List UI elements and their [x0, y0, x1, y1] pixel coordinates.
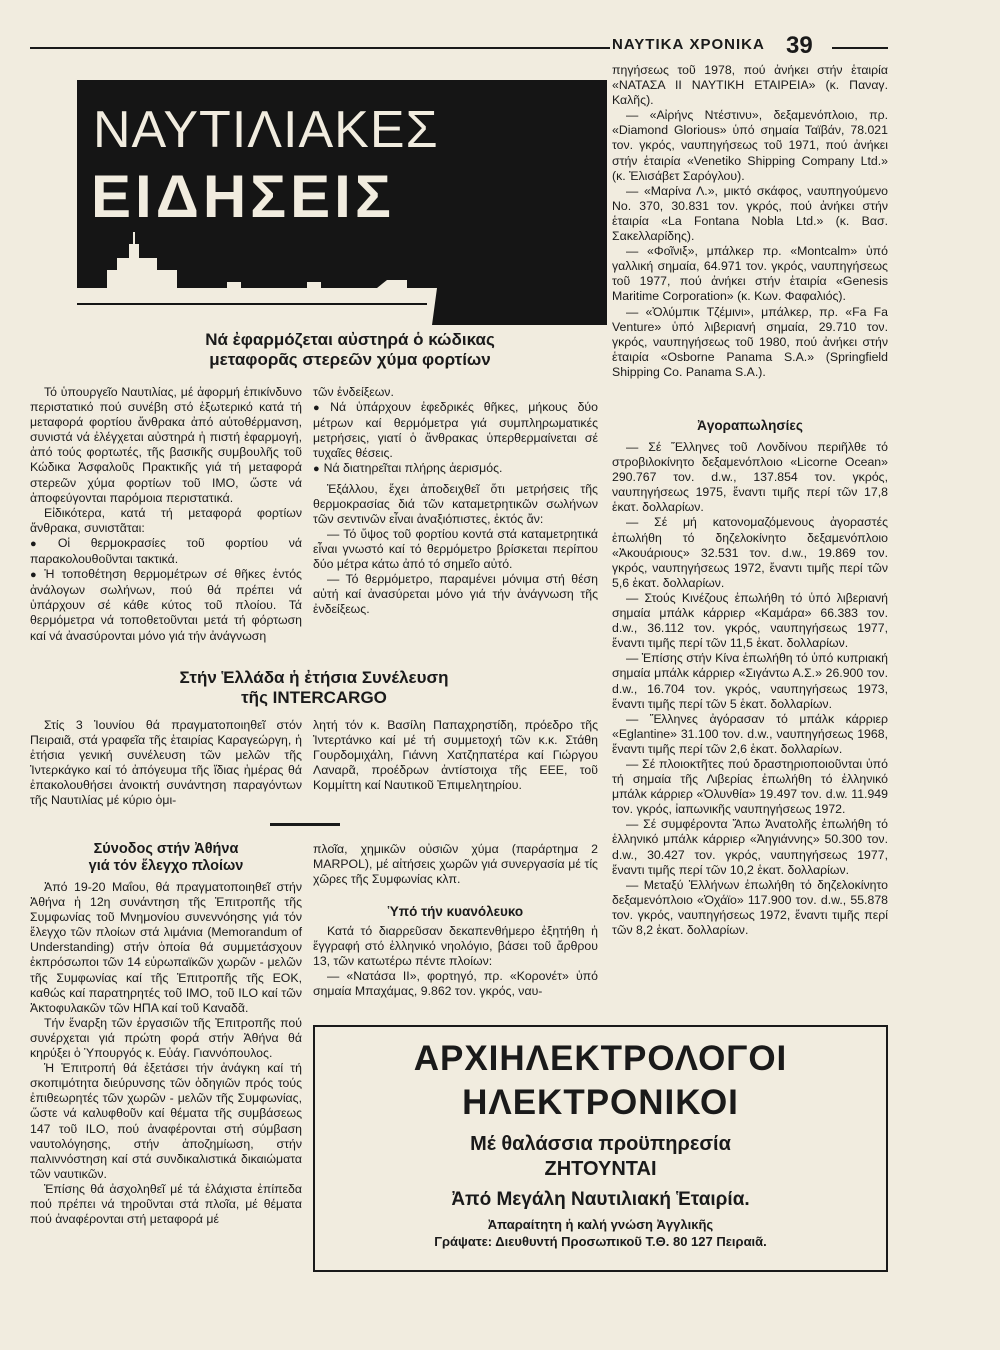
bullet-icon: ●	[313, 402, 327, 415]
article1-column1	[30, 385, 302, 644]
article1-bullet: ● Ἡ τοποθέτηση θερμομέτρων σέ θῆκες ἐντός ἀνάλογων σωλήνων, πού θά πρέπει νά ὑπάρχουν σέ κάθε κύτος τοῦ πλοίου. Τά θερμόμετρα νά τοποθετοῦνται μετά τή φόρτωση καί νά ἀνασύρονται μόνο γιά τήν ἀνάγνωση	[30, 567, 302, 643]
bullet-icon: ●	[30, 537, 54, 550]
article2-headline-line1: Στήν Ἑλλάδα ἡ ἐτήσια Συνέλευση	[179, 668, 449, 687]
article3-paragraph: Ἐπίσης θά ἀσχοληθεῖ μέ τά ἐλάχιστα ἐπίπεδα πού πρέπει νά τηροῦνται στά πλοῖα, μέ θέματα πού ἀναφέρονται στή μεταφορά μέ	[30, 1181, 302, 1227]
ad-english-requirement: Ἀπαραίτητη ἡ καλή γνώση Ἀγγλικῆς	[487, 1217, 714, 1232]
job-advertisement	[313, 1025, 888, 1272]
article1-paragraph: τῶν ἐνδείξεων.	[313, 385, 394, 399]
ad-company: Ἀπό Μεγάλη Ναυτιλιακή Ἑταιρία.	[451, 1189, 750, 1210]
article1-bullet: ● Νά ὑπάρχουν ἐφεδρικές θῆκες, μήκους δύο μέτρων καί θερμόμετρα γιά συμπληρωματικές μετρήσεις, γιατί ὁ ἄνθρακας ὑπερθερμαίνεται σέ τυχαῖες θέσεις.	[313, 400, 598, 461]
article1-column2	[313, 385, 598, 617]
article3-headline-line1: Σύνοδος στήν Ἀθήνα	[93, 841, 239, 857]
article2-headline	[30, 668, 598, 708]
article1-headline-line2: μεταφορᾶς στερεῶν χύμα φορτίων	[209, 350, 491, 369]
sales-item: — Σέ συμφέροντα Ἄπω Ἀνατολῆς ἐπωλήθη τό ἑλληνικό μπάλκ κάρριερ «Ἀηγιάννης» 50.300 τον. d.w., 30.427 τον. γκρός, ναυπηγήσεως 1977, ἔναντι τιμῆς περί τῶν 10,2 ἑκατ. δολλαρίων.	[612, 817, 888, 877]
header-rule-left	[30, 47, 610, 49]
banner-title-line1: ΝΑΥΤΙΛΙΑΚΕΣ	[93, 101, 439, 159]
article3-paragraph: Ἡ Ἐπιτροπή θά ἐξετάσει τήν ἀνάγκη καί τή σκοπιμότητα διεύρυνσης τῶν ὁδηγιῶν πρός τούς ἐπιθεωρητές τῶν χωρῶν - μελῶν τῆς Συμφωνίας, ὥστε νά καλυφθοῦν καί θέματα τῆς συμβάσεως 147 τοῦ ILO, πού ἀναφέρονται στή σύμβαση ναυτολόγησης, στήν ἀποζημίωση, στήν παλιννόστηση καί στά συνδικαλιστικά δικαιώματα τῶν ναυτικῶν.	[30, 1061, 302, 1181]
bullet-icon: ●	[313, 463, 320, 476]
ad-title-line2: ΗΛΕΚΤΡΟΝΙΚΟΙ	[462, 1083, 739, 1122]
page-number: 39	[786, 32, 813, 59]
article4-paragraph: Κατά τό διαρρεῦσαν δεκαπενθήμερο ἐξητήθη ἡ ἔγγραφή στό ἑλληνικό νηολόγιο, βάσει τοῦ ἄρθρου 13, τῶν κατωτέρω πέντε πλοίων:	[313, 924, 598, 969]
article3-headline	[30, 841, 302, 875]
ad-title-line1: ΑΡΧΙΗΛΕΚΤΡΟΛΟΓΟΙ	[413, 1039, 788, 1078]
article1-paragraph: — Τό ὕψος τοῦ φορτίου κοντά στά καταμετρητικά εἶναι γνωστό καί τό θερμόμετρο βρίσκεται περίπου δύο μέτρα κάτω ἀπό τό σημεῖο αὐτό.	[313, 526, 598, 572]
article2-column1	[30, 718, 302, 809]
article4-body	[313, 924, 598, 999]
ship-illustration	[77, 230, 607, 325]
column3-registrations	[612, 63, 888, 380]
registration-item: — «Ὀλύμπικ Τζέμινι», μπάλκερ, πρ. «Fa Fa Venture» ὑπό λιβεριανή σημαία, 29.710 τον. γκρός, ναυπηγήσεως τοῦ 1980, πού ἀνήκει στήν ἑταιρία «Osborne Panama S.A.» (Springfield Shipping Co. Panama S.A.).	[612, 304, 888, 379]
banner-title-line2: ΕΙΔΗΣΕΙΣ	[91, 163, 395, 230]
header-rule-right	[832, 47, 888, 49]
article3-paragraph: πλοῖα, χημικῶν οὐσιῶν χύμα (παράρτημα 2 MARPOL), μέ αἰτήσεις χωρῶν γιά συνεργασία μέ τίς χῶρες τῆς Συμφωνίας κλπ.	[313, 842, 598, 887]
magazine-name: ΝΑΥΤΙΚΑ ΧΡΟΝΙΚΑ	[612, 36, 765, 53]
sales-item: — Σέ πλοιοκτῆτες πού δραστηριοποιοῦνται ὑπό τή σημαία τῆς Λιβερίας ἐπωλήθη τό ἑλληνικό μπάλκ κάρριερ «Ὀλυνθία» 19.497 τον. d.w. 11.949 τον. γκρός, ἰαπωνικῆς ναυπηγήσεως 1972.	[612, 756, 888, 817]
ad-wanted: ΖΗΤΟΥΝΤΑΙ	[544, 1158, 657, 1180]
sales-item: — Ἕλληνες ἀγόρασαν τό μπάλκ κάρριερ «Eglantine» 31.100 τον. d.w., ναυπηγήσεως 1968, ἔναντι τιμῆς περί τῶν 2,6 ἑκατ. δολλαρίων.	[612, 711, 888, 756]
section-banner	[77, 80, 607, 325]
section-divider	[270, 823, 340, 826]
article1-bullet: ● Νά διατηρεῖται πλήρης ἀερισμός.	[313, 461, 503, 476]
registration-item: — «Αἰρήνς Ντέστινυ», δεξαμενόπλοιο, πρ. «Diamond Glorious» ὑπό σημαία Ταϊβάν, 78.021 τον. γκρός, ναυπηγήσεως τοῦ 1971, πού ἀνήκει στήν ἑταιρία «Venetiko Shipping Company Ltd.» (κ. Ἐλισάβετ Σαρόγλου).	[612, 108, 888, 183]
article1-headline-line1: Νά ἐφαρμόζεται αὐστηρά ὁ κώδικας	[205, 330, 495, 349]
article3-paragraph: Ἀπό 19-20 Μαΐου, θά πραγματοποιηθεῖ στήν Ἀθήνα ἡ 12η συνάντηση τῆς Ἐπιτροπῆς τῆς Συμφωνίας τοῦ Μνημονίου συνεννόησης γιά τόν ἔλεγχο τῶν πλοίων στά λιμάνια (Memorandum of Understanding) στήν ὁποία θά συμμετάσχουν ἐκπρόσωποι τῶν 14 εὐρωπαϊκῶν χωρῶν - μελῶν τῆς Συμφωνίας καί τῆς Ἐπιτροπῆς τῆς ΕΟΚ, καθώς καί παρατηρητές τοῦ ΙΜΟ, τοῦ ILO καί τῶν Ἀκτοφυλακῶν τῶν ΗΠΑ καί τοῦ Καναδᾶ.	[30, 880, 302, 1015]
sales-item: — Μεταξύ Ἑλλήνων ἐπωλήθη τό δηζελοκίνητο δεξαμενόπλοιο «Ὀχάϊο» 117.900 τον. d.w., 55.878 τον. γκρός, ναυπηγήσεως 1972, ἔναντι τιμῆς περί τῶν 8,2 ἑκατ. δολλαρίων.	[612, 877, 888, 937]
bullet-icon: ●	[30, 569, 41, 582]
article2-paragraph: Στίς 3 Ἰουνίου θά πραγματοποιηθεῖ στόν Πειραιᾶ, στά γραφεῖα τῆς ἑταιρίας Καραγεώργη, ἡ ἐτήσια γενική συνέλευση τῶν μελῶν τῆς Ἰντερκάγκο καί τό ἀπόγευμα τῆς ἴδιας ἡμέρας θά ἐπακολουθήσει ἀνοικτή συνάντηση παραγόντων τῆς Ναυτιλίας μέ κύριο ὁμι-	[30, 718, 302, 808]
article3-paragraph: Τήν ἔναρξη τῶν ἐργασιῶν τῆς Ἐπιτροπῆς πού συνέρχεται γιά πρώτη φορά στήν Ἀθήνα θά κηρύξει ὁ Ὑπουργός κ. Εὐάγ. Γιαννόπουλος.	[30, 1015, 302, 1061]
article1-bullet: ● Οἱ θερμοκρασίες τοῦ φορτίου νά παρακολουθοῦνται τακτικά.	[30, 535, 302, 567]
article2-column2	[313, 718, 598, 793]
article1-paragraph: Τό ὑπουργεῖο Ναυτιλίας, μέ ἀφορμή ἐπικίνδυνο περιστατικό πού συνέβη στό ἐξωτερικό κατά τή μεταφορά φορτίου ἄνθρακα ἀπό αὐτοθέρμανση, συνιστά νά ἐλέγχεται αὐστηρά ἡ πιστή ἐφαρμογή, ἀπό τούς φορτωτές, τῆς βασικῆς συμβουλῆς τοῦ Κώδικα Ἀσφαλοῦς Πρακτικῆς γιά τή μεταφορά στερεῶν χύμα φορτίων τοῦ ΙΜΟ, ὥστε νά ἀποφεύγονται παρόμοια περιστατικά.	[30, 385, 302, 505]
article1-paragraph: — Τό θερμόμετρο, παραμένει μόνιμα στή θέση αὐτή καί ἀνασύρεται μόνο γιά τήν ἀνάγνωση τῆς ἐνδείξεως.	[313, 572, 598, 617]
sales-headline: Ἀγοραπωλησίες	[697, 418, 803, 433]
article4-headline: Ὑπό τήν κυανόλευκο	[387, 904, 524, 919]
sales-item: — Σέ μή κατονομαζόμενους ἀγοραστές ἐπωλήθη τό δηζελοκίνητο δεξαμενόπλοιο «Ἀκουάριους» 32.531 τον. d.w., 19.869 τον. γκρός, ναυπηγήσεως 1972, ἔναντι τιμῆς περί τῶν 5,6 ἑκατ. δολλαρίων.	[612, 515, 888, 590]
article1-headline	[80, 330, 620, 370]
article3-column2	[313, 842, 598, 887]
sales-item: — Σέ Ἕλληνες τοῦ Λονδίνου περιῆλθε τό στροβιλοκίνητο δεξαμενόπλοιο «Licorne Ocean» 290.767 τον. d.w., 137.854 τον. γκρός, ναυπηγήσεως 1975, ἔναντι τιμῆς περί τῶν 17,8 ἑκατ. δολλαρίων.	[612, 440, 888, 515]
article1-paragraph: Ἐξάλλου, ἔχει ἀποδειχθεῖ ὅτι μετρήσεις τῆς θερμοκρασίας διά τῶν καταμετρητικῶν σωλήνων τῶν σεντινῶν εἶναι ἀναξιόπιστες, ἐκτός ἄν:	[313, 481, 598, 526]
registration-item: πηγήσεως τοῦ 1978, πού ἀνήκει στήν ἑταιρία «ΝΑΤΑΣΑ ΙΙ ΝΑΥΤΙΚΗ ΕΤΑΙΡΕΙΑ» (κ. Παναγ. Καλῆς).	[612, 63, 888, 108]
ad-experience: Μέ θαλάσσια προϋπηρεσία	[470, 1133, 731, 1155]
article3-headline-line2: γιά τόν ἔλεγχο πλοίων	[88, 858, 244, 874]
registration-item: — «Μαρίνα Λ.», μικτό σκάφος, ναυπηγούμενο Νο. 370, 30.831 τον. γκρός, πού ἀνήκει στήν ἑταιρία «La Fontana Nobla Ltd.» (κ. Βασ. Σακελλαρίδης).	[612, 183, 888, 244]
article1-paragraph: Εἰδικότερα, κατά τή μεταφορά φορτίων ἄνθρακα, συνιστᾶται:	[30, 505, 302, 535]
article3-column1	[30, 880, 302, 1227]
sales-item: — Στούς Κινέζους ἐπωλήθη τό ὑπό λιβεριανή σημαία μπάλκ κάρριερ «Καμάρα» 66.383 τον. d.w., 36.112 τον. γκρός, ναυπηγήσεως 1977, ἔναντι τιμῆς περί τῶν 11,5 ἑκατ. δολλαρίων.	[612, 590, 888, 651]
article2-paragraph: λητή τόν κ. Βασίλη Παπαχρηστίδη, πρόεδρο τῆς Ἰντερτάνκο καί μέ τή συμμετοχή τῶν κ.κ. Στάθη Γουρδομιχάλη, Γιάννη Χατζηπατέρα καί Γιώργου Λαναρᾶ, προέδρων ἀντίστοιχα τῆς ΕΕΕ, τοῦ Κομμίττη καί Ναυτικοῦ Ἐπιμελητηρίου.	[313, 718, 598, 793]
article4-paragraph: — «Νατάσα ΙΙ», φορτηγό, πρ. «Κορονέτ» ὑπό σημαία Μπαχάμας, 9.862 τον. γκρός, ναυ-	[313, 969, 598, 999]
sales-item: — Ἐπίσης στήν Κίνα ἐπωλήθη τό ὑπό κυπριακή σημαία μπάλκ κάρριερ «Σιγάντω Α.Σ.» 26.900 τον. d.w., 16.704 τον. γκρός, ναυπηγήσεως 1973, ἔναντι τιμῆς περί τῶν 5 ἑκατ. δολλαρίων.	[612, 651, 888, 711]
registration-item: — «Φοῖνιξ», μπάλκερ πρ. «Montcalm» ὑπό γαλλική σημαία, 64.971 τον. γκρός, ναυπηγήσεως τοῦ 1977, πού ἀνήκει στήν ἑταιρία «Genesis Maritime Corporation» (κ. Κων. Φαφαλιός).	[612, 244, 888, 304]
article2-headline-line2: τῆς INTERCARGO	[241, 688, 387, 707]
column3-sales	[612, 440, 888, 938]
ad-contact: Γράψατε: Διευθυντή Προσωπικοῦ Τ.Θ. 80 127 Πειραιᾶ.	[434, 1234, 767, 1249]
